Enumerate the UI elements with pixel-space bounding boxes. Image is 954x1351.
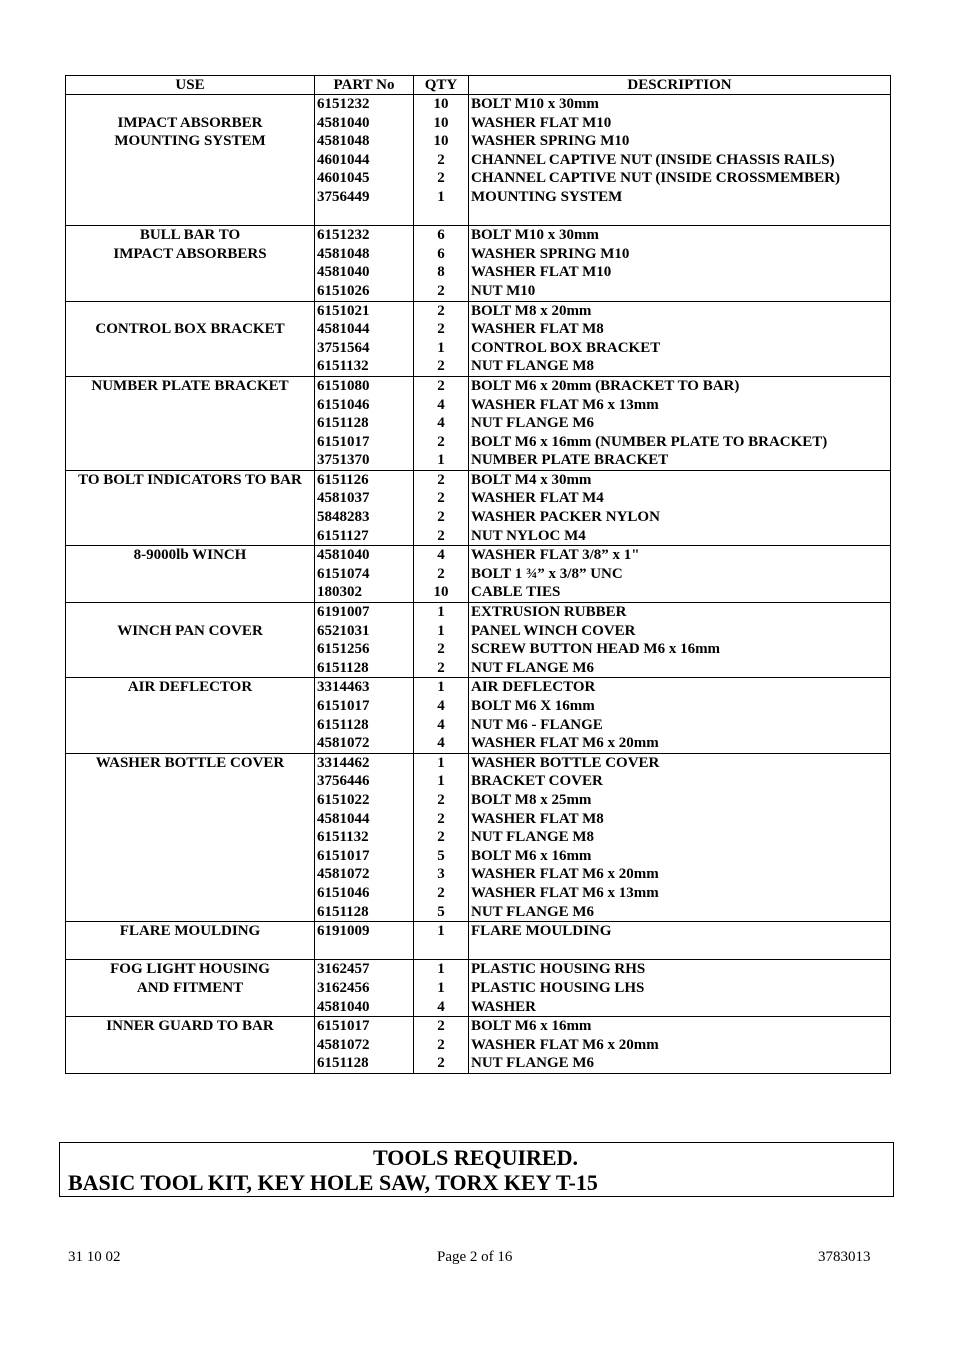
- table-group-row: [66, 546, 891, 603]
- quantity: 1: [437, 604, 445, 621]
- quantity: 2: [437, 641, 445, 658]
- table-group-row: [66, 376, 891, 470]
- description: PLASTIC HOUSING RHS: [471, 961, 646, 978]
- part-number: 5848283: [317, 509, 370, 526]
- part-number: 6151128: [317, 1055, 369, 1072]
- use-spacer: [66, 865, 314, 884]
- description: CHANNEL CAPTIVE NUT (INSIDE CHASSIS RAILS): [471, 151, 835, 168]
- part-number: 4581040: [317, 998, 370, 1015]
- quantity: 10: [433, 584, 449, 601]
- use-spacer: [66, 772, 314, 791]
- table-group-row: [66, 960, 891, 1017]
- part-number: 6151232: [317, 96, 370, 112]
- part-number: 4581072: [317, 866, 370, 883]
- part-number: 6151017: [317, 433, 370, 450]
- quantity: 3: [437, 866, 445, 883]
- tools-required-box: [59, 1142, 894, 1197]
- part-number: 3162457: [317, 961, 370, 978]
- description: BOLT M4 x 30mm: [471, 471, 592, 488]
- part-number: 4581040: [317, 547, 370, 564]
- quantity-cell: [414, 1017, 469, 1074]
- part-number: 6151127: [317, 527, 369, 544]
- quantity: 2: [437, 527, 445, 544]
- use-spacer: [66, 396, 314, 415]
- quantity: 2: [437, 471, 445, 488]
- description: PLASTIC HOUSING LHS: [471, 979, 645, 996]
- part-number: 4581048: [317, 133, 370, 150]
- use-cell: [66, 301, 315, 376]
- description: WASHER FLAT M6 x 20mm: [471, 735, 659, 752]
- quantity: 2: [437, 302, 445, 319]
- quantity-cell: [414, 470, 469, 545]
- part-number: 3751370: [317, 452, 370, 469]
- quantity: 2: [437, 659, 445, 676]
- description: NUT FLANGE M6: [471, 659, 595, 676]
- use-spacer: [66, 339, 314, 358]
- quantity: 10: [433, 133, 449, 150]
- use-cell: [66, 922, 315, 960]
- part-number: 6151074: [317, 565, 370, 582]
- part-number-cell: [315, 546, 414, 603]
- description: WASHER BOTTLE COVER: [471, 754, 660, 771]
- quantity-cell: [414, 226, 469, 301]
- table-group-row: [66, 603, 891, 678]
- description: WASHER FLAT M8: [471, 810, 604, 827]
- part-number: 6151017: [317, 847, 370, 864]
- description: BOLT M10 x 30mm: [471, 96, 599, 112]
- use-spacer: [66, 451, 314, 470]
- part-number: 4601044: [317, 151, 370, 168]
- part-number: 3756449: [317, 188, 370, 205]
- part-number: 3314462: [317, 754, 370, 771]
- use-spacer: [66, 151, 314, 170]
- part-number: 6151128: [317, 659, 369, 676]
- description: BOLT M10 x 30mm: [471, 227, 599, 244]
- table-group-row: [66, 301, 891, 376]
- quantity: 2: [437, 1018, 445, 1035]
- tools-required-heading: TOOLS REQUIRED.: [373, 1145, 578, 1170]
- description: MOUNTING SYSTEM: [471, 188, 623, 205]
- use-spacer: [66, 169, 314, 188]
- quantity: 2: [437, 321, 445, 338]
- use-label: WASHER BOTTLE COVER: [95, 754, 285, 771]
- use-label: WINCH PAN COVER: [117, 622, 263, 639]
- part-number-cell: [315, 960, 414, 1017]
- description: NUT M6 - FLANGE: [471, 716, 603, 733]
- part-number: 4581040: [317, 114, 370, 131]
- description: BOLT M6 x 16mm: [471, 1018, 592, 1035]
- quantity-cell: [414, 922, 469, 960]
- part-number-cell: [315, 226, 414, 301]
- description: WASHER SPRING M10: [471, 245, 630, 262]
- quantity: 2: [437, 829, 445, 846]
- row-spacer: [317, 207, 413, 226]
- part-number-cell: [315, 470, 414, 545]
- description: PANEL WINCH COVER: [471, 622, 636, 639]
- quantity-cell: [414, 546, 469, 603]
- use-spacer: [66, 716, 314, 735]
- header-use: USE: [66, 76, 315, 95]
- part-number-cell: [315, 922, 414, 960]
- use-label: INNER GUARD TO BAR: [106, 1018, 274, 1035]
- use-spacer: [66, 302, 314, 321]
- use-spacer: [66, 414, 314, 433]
- description: WASHER FLAT 3/8” x 1": [471, 547, 640, 564]
- description: BOLT M8 x 25mm: [471, 791, 592, 808]
- use-spacer: [66, 1036, 314, 1055]
- description: BOLT M6 x 20mm (BRACKET TO BAR): [471, 377, 740, 394]
- quantity: 1: [437, 339, 445, 356]
- description-cell: [469, 678, 891, 753]
- part-number-cell: [315, 1017, 414, 1074]
- description: NUMBER PLATE BRACKET: [471, 452, 669, 469]
- description: WASHER: [471, 998, 537, 1015]
- part-number: 4581072: [317, 1036, 370, 1053]
- use-label: CONTROL BOX BRACKET: [95, 321, 285, 338]
- use-cell: [66, 470, 315, 545]
- part-number: 4581072: [317, 735, 370, 752]
- quantity: 2: [437, 151, 445, 168]
- quantity: 2: [437, 377, 445, 394]
- description: WASHER PACKER NYLON: [471, 509, 660, 526]
- use-label: IMPACT ABSORBERS: [113, 245, 267, 262]
- quantity: 1: [437, 679, 445, 696]
- use-cell: [66, 376, 315, 470]
- description: NUT FLANGE M6: [471, 903, 595, 920]
- table-group-row: [66, 753, 891, 921]
- quantity: 4: [437, 998, 445, 1015]
- header-part-no: PART No: [315, 76, 414, 95]
- table-group-row: [66, 95, 891, 226]
- use-label: TO BOLT INDICATORS TO BAR: [78, 471, 302, 488]
- use-spacer: [66, 603, 314, 622]
- description-cell: [469, 95, 891, 226]
- header-description: DESCRIPTION: [469, 76, 891, 95]
- use-label: AND FITMENT: [136, 979, 244, 996]
- description-cell: [469, 960, 891, 1017]
- description: WASHER SPRING M10: [471, 133, 630, 150]
- part-number: 6151256: [317, 641, 370, 658]
- quantity: 1: [437, 188, 445, 205]
- part-number: 4581048: [317, 245, 370, 262]
- description: NUT FLANGE M6: [471, 1055, 595, 1072]
- part-number-cell: [315, 95, 414, 226]
- part-number: 6151126: [317, 471, 369, 488]
- quantity: 6: [437, 227, 445, 244]
- use-label: FLARE MOULDING: [119, 923, 261, 940]
- description: CHANNEL CAPTIVE NUT (INSIDE CROSSMEMBER): [471, 170, 840, 187]
- part-number: 6151046: [317, 396, 370, 413]
- use-label: FOG LIGHT HOUSING: [110, 961, 270, 978]
- part-number: 4601045: [317, 170, 370, 187]
- description: WASHER FLAT M6 x 13mm: [471, 884, 659, 901]
- use-spacer: [66, 207, 314, 226]
- use-spacer: [66, 941, 314, 960]
- quantity-cell: [414, 753, 469, 921]
- description: EXTRUSION RUBBER: [471, 604, 627, 621]
- description: BRACKET COVER: [471, 773, 603, 790]
- quantity: 5: [437, 847, 445, 864]
- use-spacer: [66, 263, 314, 282]
- part-number: 3162456: [317, 979, 370, 996]
- use-cell: [66, 1017, 315, 1074]
- part-number: 6151026: [317, 282, 370, 299]
- description: SCREW BUTTON HEAD M6 x 16mm: [471, 641, 721, 658]
- quantity: 4: [437, 716, 445, 733]
- quantity: 1: [437, 961, 445, 978]
- quantity: 2: [437, 1036, 445, 1053]
- quantity-cell: [414, 376, 469, 470]
- description: WASHER FLAT M6 x 13mm: [471, 396, 659, 413]
- description-cell: [469, 301, 891, 376]
- use-cell: [66, 95, 315, 226]
- quantity: 1: [437, 622, 445, 639]
- header-qty: QTY: [414, 76, 469, 95]
- part-number: 6151128: [317, 415, 369, 432]
- part-number: 4581044: [317, 321, 370, 338]
- part-number: 6151232: [317, 227, 370, 244]
- use-label: AIR DEFLECTOR: [127, 679, 253, 696]
- part-number-cell: [315, 678, 414, 753]
- use-label: 8-9000lb WINCH: [133, 547, 247, 564]
- use-label: IMPACT ABSORBER: [117, 114, 263, 131]
- footer-page-number: Page 2 of 16: [437, 1249, 513, 1265]
- use-cell: [66, 960, 315, 1017]
- description-cell: [469, 922, 891, 960]
- row-spacer: [471, 941, 890, 960]
- quantity: 4: [437, 698, 445, 714]
- use-spacer: [66, 640, 314, 659]
- quantity: 2: [437, 170, 445, 187]
- description: BOLT M8 x 20mm: [471, 302, 592, 319]
- description-cell: [469, 1017, 891, 1074]
- footer-date: 31 10 02: [68, 1249, 121, 1265]
- use-spacer: [66, 810, 314, 829]
- part-number: 6151132: [317, 829, 369, 846]
- use-cell: [66, 753, 315, 921]
- part-number: 6151128: [317, 903, 369, 920]
- row-spacer: [471, 207, 890, 226]
- quantity: 8: [437, 264, 445, 281]
- description-cell: [469, 376, 891, 470]
- part-number: 3751564: [317, 339, 370, 356]
- use-spacer: [66, 697, 314, 716]
- use-spacer: [66, 903, 314, 922]
- use-spacer: [66, 433, 314, 452]
- table-header-row: [66, 76, 891, 95]
- use-spacer: [66, 527, 314, 546]
- description: AIR DEFLECTOR: [471, 679, 596, 696]
- quantity-cell: [414, 960, 469, 1017]
- part-number: 6151046: [317, 884, 370, 901]
- description: WASHER FLAT M6 x 20mm: [471, 866, 659, 883]
- quantity-cell: [414, 678, 469, 753]
- use-spacer: [66, 734, 314, 753]
- description: FLARE MOULDING: [471, 923, 612, 940]
- description: WASHER FLAT M8: [471, 321, 604, 338]
- use-spacer: [66, 828, 314, 847]
- quantity: 2: [437, 1055, 445, 1072]
- use-spacer: [66, 95, 314, 114]
- quantity: 5: [437, 903, 445, 920]
- use-spacer: [66, 583, 314, 602]
- description-cell: [469, 226, 891, 301]
- use-spacer: [66, 998, 314, 1017]
- use-spacer: [66, 884, 314, 903]
- row-spacer: [414, 941, 468, 960]
- parts-table: [65, 75, 891, 1074]
- part-number: 6521031: [317, 622, 370, 639]
- part-number: 4581037: [317, 490, 370, 507]
- use-spacer: [66, 847, 314, 866]
- table-group-row: [66, 678, 891, 753]
- quantity: 2: [437, 433, 445, 450]
- use-cell: [66, 678, 315, 753]
- description: BOLT M6 x 16mm: [471, 847, 592, 864]
- use-label: NUMBER PLATE BRACKET: [91, 377, 289, 394]
- description: NUT FLANGE M6: [471, 415, 595, 432]
- quantity: 2: [437, 565, 445, 582]
- table-group-row: [66, 1017, 891, 1074]
- description: NUT FLANGE M8: [471, 358, 595, 375]
- use-spacer: [66, 791, 314, 810]
- description: CABLE TIES: [471, 584, 561, 601]
- quantity: 4: [437, 547, 445, 564]
- use-spacer: [66, 489, 314, 508]
- description-cell: [469, 470, 891, 545]
- part-number: 4581044: [317, 810, 370, 827]
- quantity: 6: [437, 245, 445, 262]
- quantity: 1: [437, 979, 445, 996]
- use-spacer: [66, 659, 314, 678]
- quantity: 2: [437, 810, 445, 827]
- quantity: 2: [437, 358, 445, 375]
- quantity: 4: [437, 735, 445, 752]
- description: BOLT M6 X 16mm: [471, 698, 595, 714]
- description: WASHER FLAT M4: [471, 490, 604, 507]
- part-number: 6151128: [317, 716, 369, 733]
- quantity-cell: [414, 301, 469, 376]
- description-cell: [469, 753, 891, 921]
- use-spacer: [66, 188, 314, 207]
- part-number: 6151132: [317, 358, 369, 375]
- quantity: 2: [437, 490, 445, 507]
- table-group-row: [66, 922, 891, 960]
- part-number: 3756446: [317, 773, 370, 790]
- description: BOLT M6 x 16mm (NUMBER PLATE TO BRACKET): [471, 433, 828, 450]
- row-spacer: [414, 207, 468, 226]
- part-number: 180302: [317, 584, 362, 601]
- part-number-cell: [315, 301, 414, 376]
- use-spacer: [66, 282, 314, 301]
- footer-doc-number: 3783013: [818, 1249, 871, 1265]
- description: NUT FLANGE M8: [471, 829, 595, 846]
- quantity: 4: [437, 415, 445, 432]
- use-cell: [66, 226, 315, 301]
- part-number: 3314463: [317, 679, 370, 696]
- quantity: 2: [437, 884, 445, 901]
- quantity: 2: [437, 791, 445, 808]
- quantity: 2: [437, 282, 445, 299]
- part-number-cell: [315, 603, 414, 678]
- quantity: 10: [433, 96, 449, 112]
- description: WASHER FLAT M10: [471, 264, 612, 281]
- description: NUT NYLOC M4: [471, 527, 586, 544]
- table-group-row: [66, 226, 891, 301]
- part-number: 6151022: [317, 791, 370, 808]
- description-cell: [469, 546, 891, 603]
- row-spacer: [317, 941, 413, 960]
- part-number: 6151021: [317, 302, 370, 319]
- part-number: 6151080: [317, 377, 370, 394]
- quantity: 1: [437, 754, 445, 771]
- table-group-row: [66, 470, 891, 545]
- use-spacer: [66, 357, 314, 376]
- tools-required-list: BASIC TOOL KIT, KEY HOLE SAW, TORX KEY T-15: [68, 1170, 598, 1195]
- parts-table-body: [66, 95, 891, 1074]
- part-number: 6151017: [317, 698, 370, 714]
- use-cell: [66, 546, 315, 603]
- quantity: 10: [433, 114, 449, 131]
- quantity: 2: [437, 509, 445, 526]
- description: CONTROL BOX BRACKET: [471, 339, 661, 356]
- part-number: 6191009: [317, 923, 370, 940]
- quantity: 1: [437, 773, 445, 790]
- description: WASHER FLAT M6 x 20mm: [471, 1036, 659, 1053]
- quantity: 1: [437, 452, 445, 469]
- part-number-cell: [315, 753, 414, 921]
- description: NUT M10: [471, 282, 536, 299]
- use-label: MOUNTING SYSTEM: [114, 133, 266, 150]
- quantity: 1: [437, 923, 445, 940]
- part-number: 6191007: [317, 604, 370, 621]
- description-cell: [469, 603, 891, 678]
- description: BOLT 1 ¾” x 3/8” UNC: [471, 565, 623, 582]
- use-spacer: [66, 508, 314, 527]
- part-number: 6151017: [317, 1018, 370, 1035]
- use-cell: [66, 603, 315, 678]
- part-number-cell: [315, 376, 414, 470]
- description: WASHER FLAT M10: [471, 114, 612, 131]
- quantity: 4: [437, 396, 445, 413]
- use-label: BULL BAR TO: [139, 227, 241, 244]
- quantity-cell: [414, 603, 469, 678]
- quantity-cell: [414, 95, 469, 226]
- use-spacer: [66, 1054, 314, 1073]
- part-number: 4581040: [317, 264, 370, 281]
- use-spacer: [66, 565, 314, 584]
